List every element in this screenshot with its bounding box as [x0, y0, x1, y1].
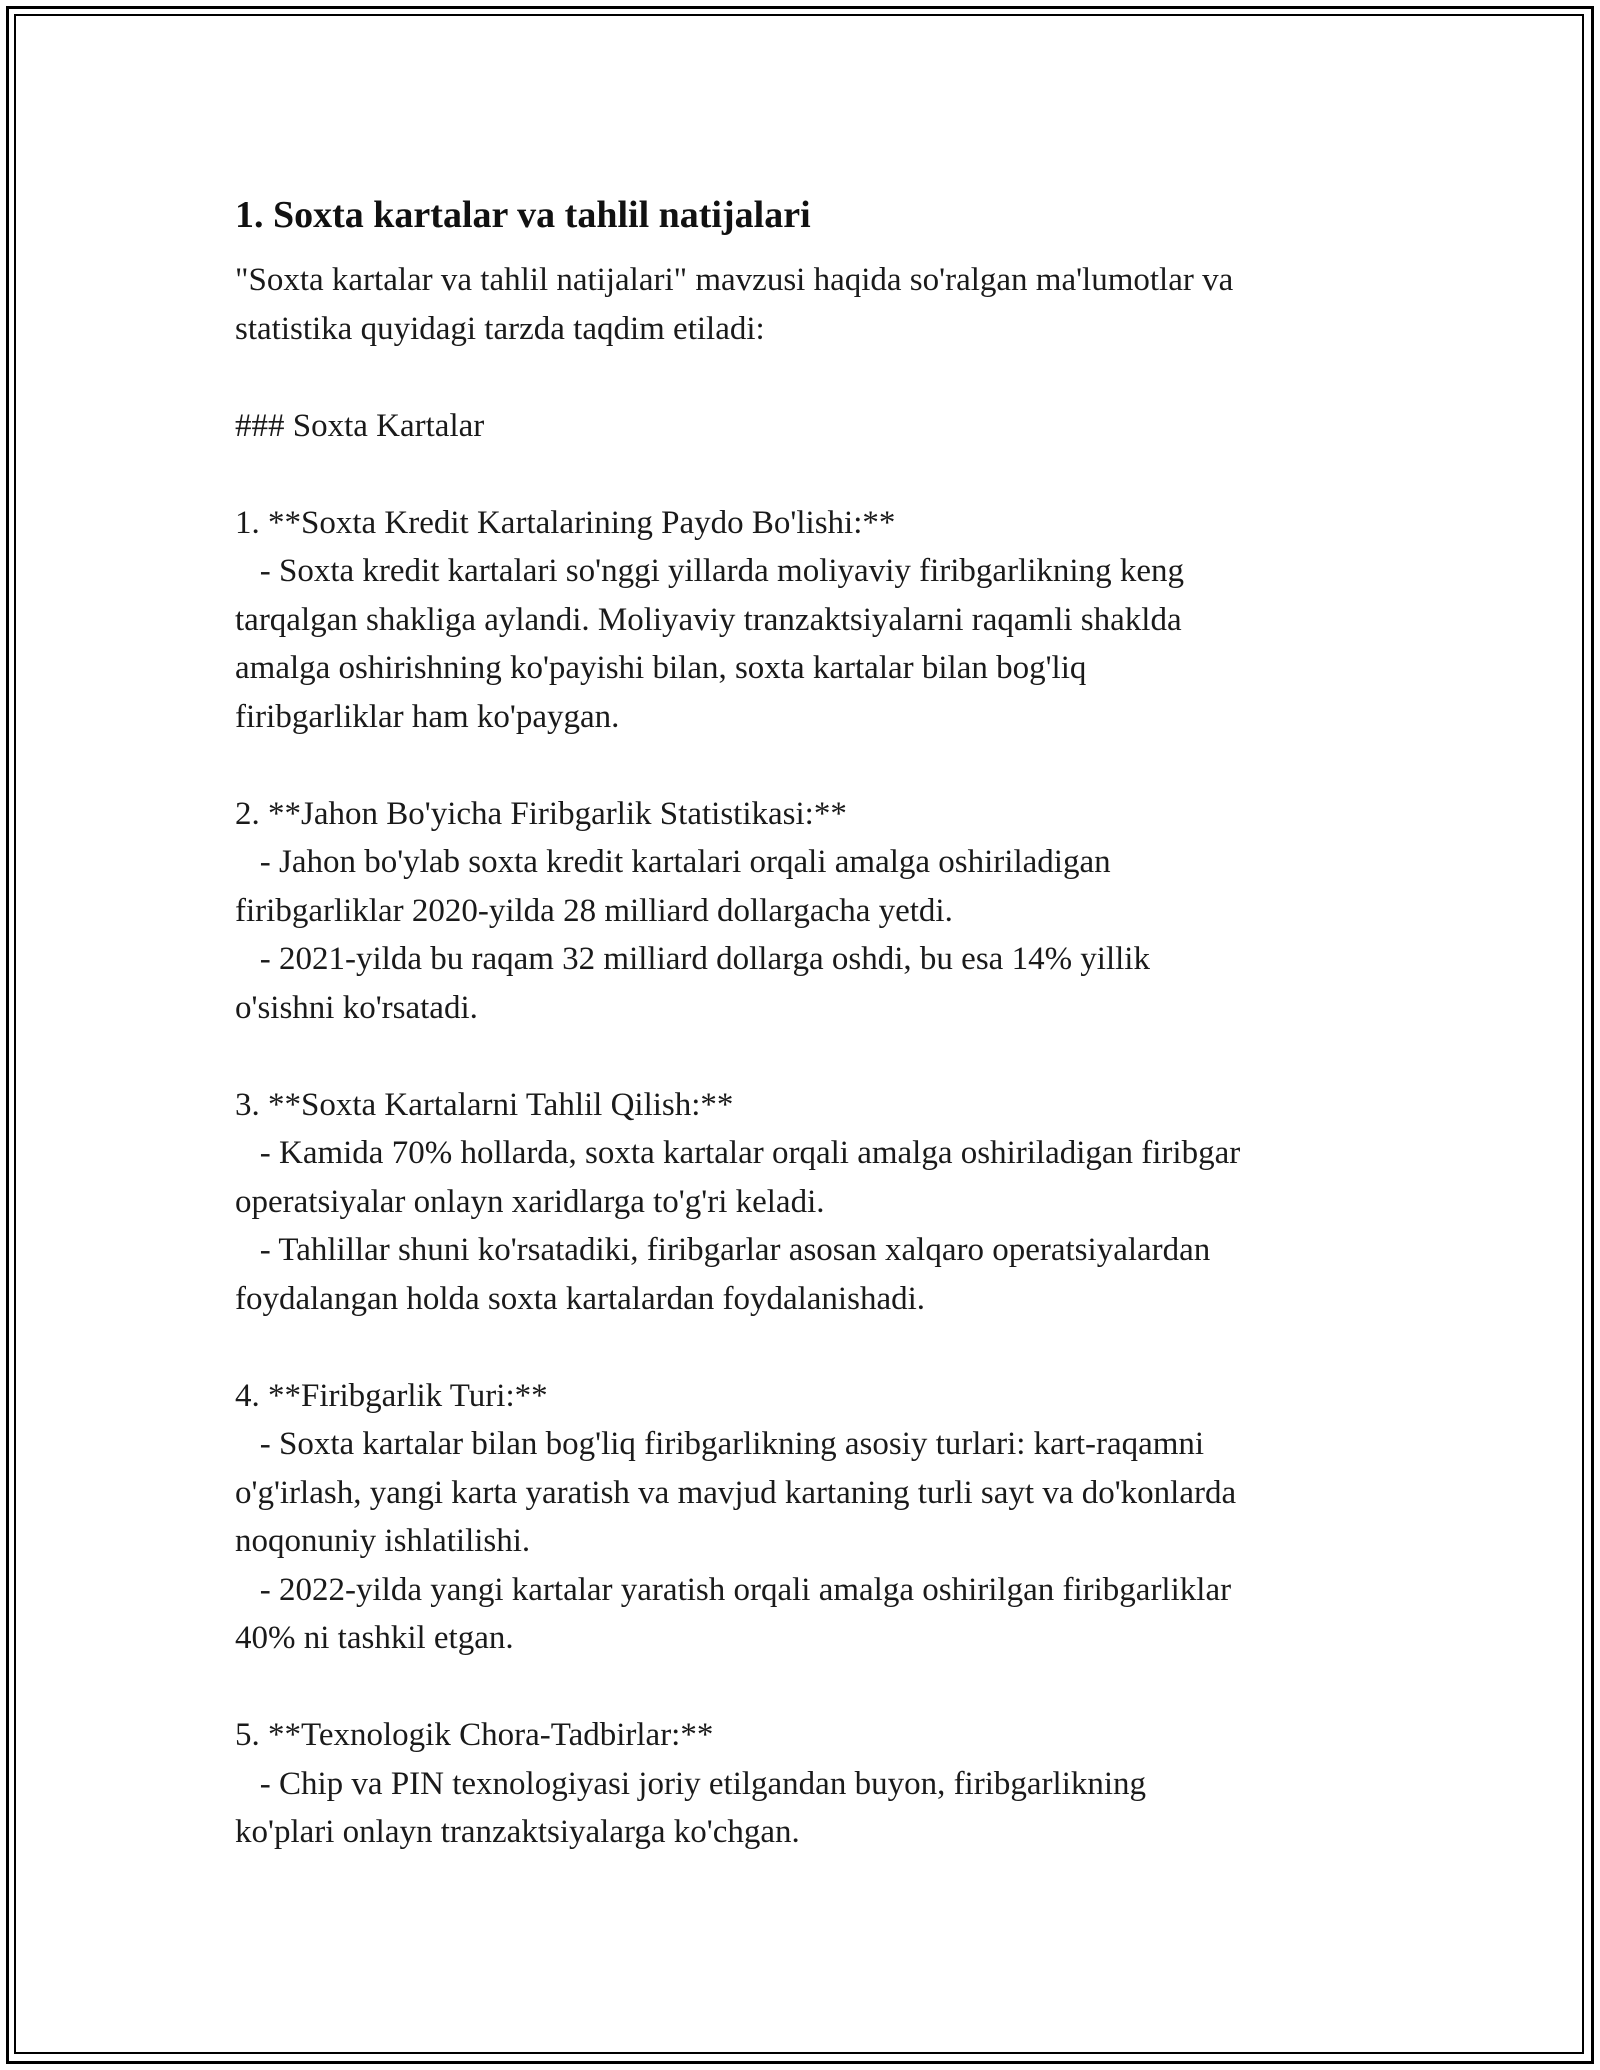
document-text	[235, 256, 1365, 1857]
blank-line	[235, 741, 1365, 790]
blank-line	[235, 1663, 1365, 1712]
text-line: amalga oshirishning ko'payishi bilan, soxta kartalar bilan bog'liq	[235, 650, 1087, 686]
text-line: - Tahlillar shuni ko'rsatadiki, firibgarlar asosan xalqaro operatsiyalardan	[235, 1232, 1211, 1268]
list-item-heading: 5. **Texnologik Chora-Tadbirlar:**	[235, 1717, 714, 1753]
blank-line	[235, 1323, 1365, 1372]
text-line: firibgarliklar 2020-yilda 28 milliard dollargacha yetdi.	[235, 892, 953, 929]
blank-line	[235, 353, 1365, 402]
text-line: o'g'irlash, yangi karta yaratish va mavjud kartaning turli sayt va do'konlarda	[235, 1474, 1237, 1511]
list-item-heading: 4. **Firibgarlik Turi:**	[235, 1377, 548, 1414]
list-item-heading: 1. **Soxta Kredit Kartalarining Paydo Bo'lishi:**	[235, 504, 896, 541]
text-line: - 2022-yilda yangi kartalar yaratish orqali amalga oshirilgan firibgarliklar	[235, 1571, 1232, 1608]
text-line: ko'plari onlayn tranzaktsiyalarga ko'chgan.	[235, 1814, 800, 1850]
text-line: operatsiyalar onlayn xaridlarga to'g'ri keladi.	[235, 1183, 825, 1220]
section-heading: ### Soxta Kartalar	[235, 407, 485, 444]
text-line: - Jahon bo'ylab soxta kredit kartalari orqali amalga oshiriladigan	[235, 844, 1111, 880]
list-item-heading: 3. **Soxta Kartalarni Tahlil Qilish:**	[235, 1086, 734, 1123]
text-line: - Kamida 70% hollarda, soxta kartalar orqali amalga oshiriladigan firibgar	[235, 1135, 1241, 1171]
text-line: statistika quyidagi tarzda taqdim etiladi:	[235, 310, 765, 347]
text-line: o'sishni ko'rsatadi.	[235, 989, 478, 1026]
blank-line	[235, 1032, 1365, 1081]
document-title: 1. Soxta kartalar va tahlil natijalari	[235, 194, 811, 236]
text-line: noqonuniy ishlatilishi.	[235, 1523, 531, 1559]
text-line: - 2021-yilda bu raqam 32 milliard dollarga oshdi, bu esa 14% yillik	[235, 941, 1150, 977]
text-line: "Soxta kartalar va tahlil natijalari" mavzusi haqida so'ralgan ma'lumotlar va	[235, 262, 1234, 298]
list-item-heading: 2. **Jahon Bo'yicha Firibgarlik Statistikasi:**	[235, 795, 847, 832]
text-line: 40% ni tashkil etgan.	[235, 1620, 514, 1656]
text-line: - Soxta kredit kartalari so'nggi yillarda moliyaviy firibgarlikning keng	[235, 553, 1184, 589]
text-line: - Chip va PIN texnologiyasi joriy etilgandan buyon, firibgarlikning	[235, 1765, 1147, 1802]
document-body	[235, 190, 1365, 1857]
text-line: foydalangan holda soxta kartalardan foydalanishadi.	[235, 1280, 926, 1317]
text-line: firibgarliklar ham ko'paygan.	[235, 698, 620, 735]
text-line: - Soxta kartalar bilan bog'liq firibgarlikning asosiy turlari: kart-raqamni	[235, 1426, 1205, 1462]
blank-line	[235, 450, 1365, 499]
text-line: tarqalgan shakliga aylandi. Moliyaviy tranzaktsiyalarni raqamli shaklda	[235, 601, 1182, 638]
